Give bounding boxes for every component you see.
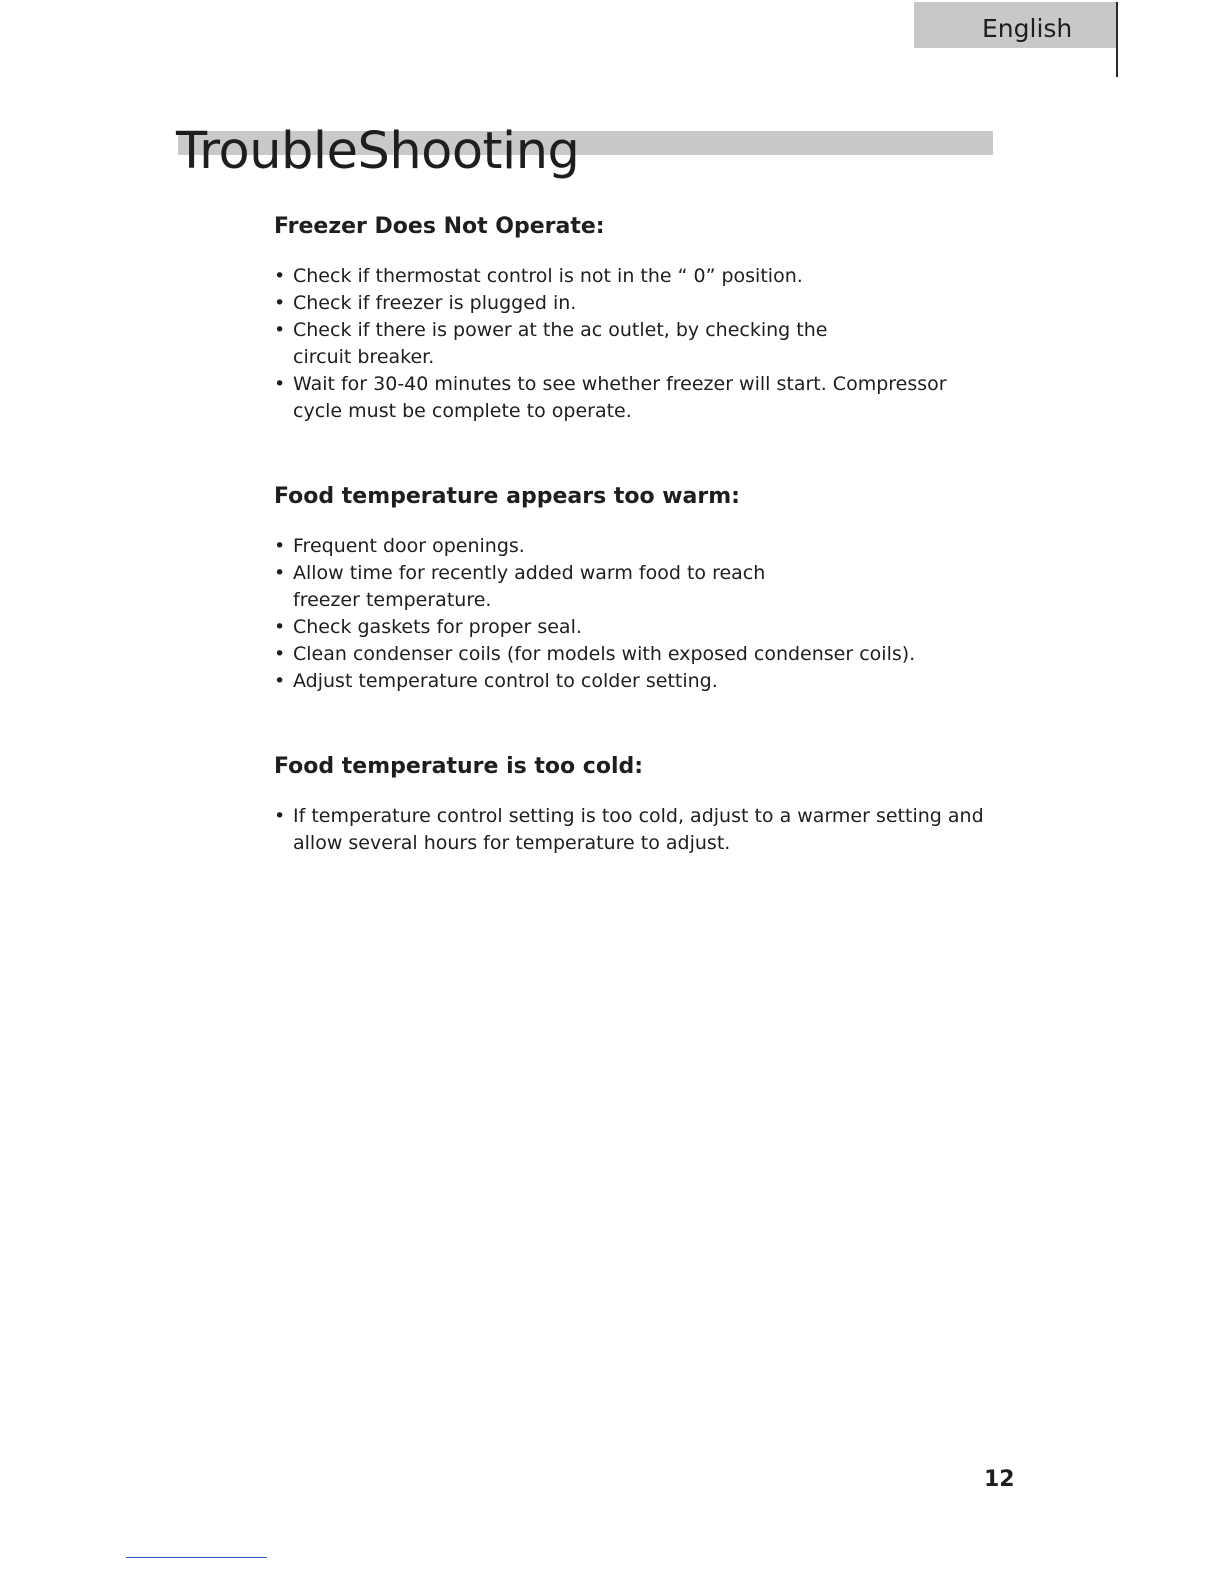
language-tab-label: English <box>982 14 1073 43</box>
bullet-list <box>274 803 994 857</box>
section-heading: Freezer Does Not Operate: <box>274 214 605 239</box>
bullet-list <box>274 263 994 425</box>
footer-rule <box>126 1557 267 1558</box>
language-tab <box>914 2 1117 48</box>
page-title: TroubleShooting <box>176 122 580 181</box>
list-item: • Check if freezer is plugged in. <box>274 290 853 317</box>
section-freezer-does-not-operate <box>274 213 994 425</box>
section-heading: Food temperature is too cold: <box>274 754 644 779</box>
list-item: • Check if there is power at the ac outlet, by checking the circuit breaker. <box>274 317 853 371</box>
language-tab-divider <box>1116 2 1118 77</box>
list-item: • Allow time for recently added warm food to reach freezer temperature. <box>274 560 793 614</box>
section-food-too-warm <box>274 483 994 695</box>
bullet-list <box>274 533 994 695</box>
list-item: • Clean condenser coils (for models with exposed condenser coils). <box>274 641 993 668</box>
list-item: • If temperature control setting is too cold, adjust to a warmer setting and allow several hours for temperature to adjust. <box>274 803 993 857</box>
list-item: • Check gaskets for proper seal. <box>274 614 993 641</box>
section-heading: Food temperature appears too warm: <box>274 484 740 509</box>
list-item: • Adjust temperature control to colder setting. <box>274 668 993 695</box>
list-item: • Wait for 30-40 minutes to see whether freezer will start. Compressor cycle must be complete to operate. <box>274 371 993 425</box>
page-number: 12 <box>984 1467 1015 1492</box>
list-item: • Frequent door openings. <box>274 533 793 560</box>
list-item: • Check if thermostat control is not in the “ 0” position. <box>274 263 853 290</box>
section-food-too-cold <box>274 753 994 857</box>
